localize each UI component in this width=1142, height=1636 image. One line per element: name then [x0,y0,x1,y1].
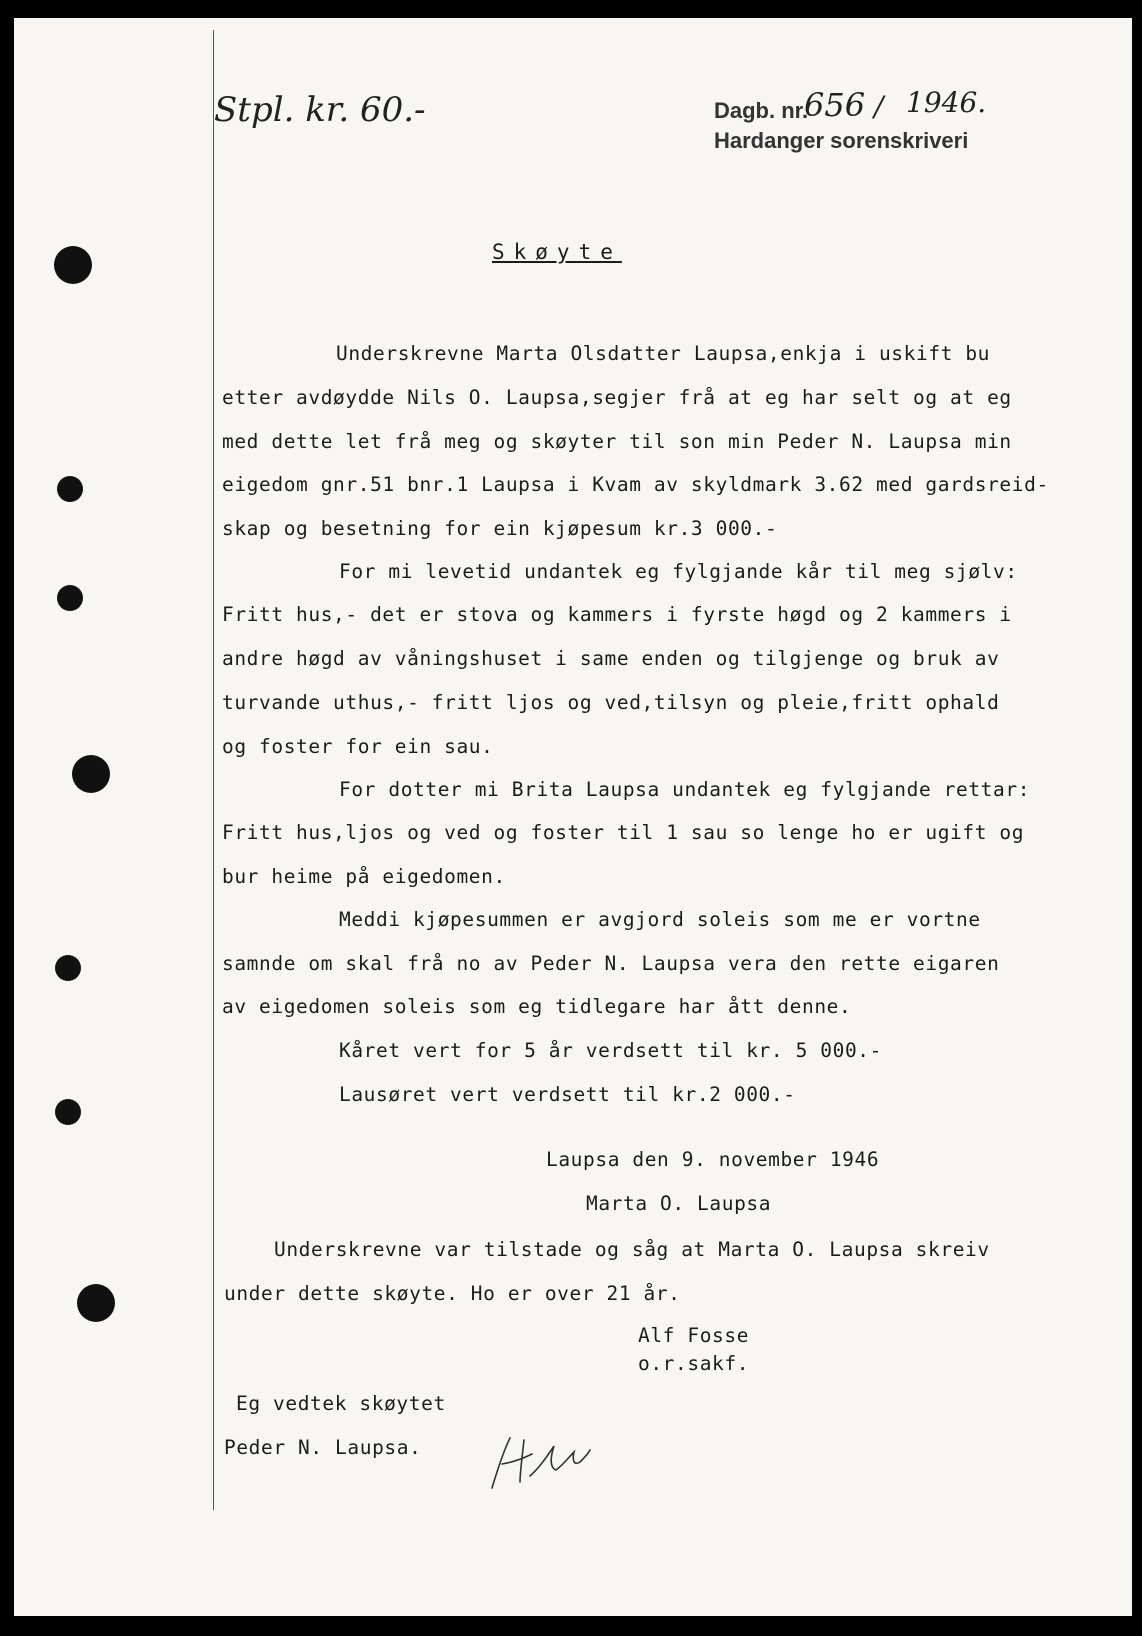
stamp-year: 1946. [906,86,987,119]
witness-line: Underskrevne var tilstade og såg at Marta O. Laupsa skreiv [274,1238,990,1261]
body-line: Underskrevne Marta Olsdatter Laupsa,enkja i uskift bu [336,342,991,365]
stamp-separator: / [874,90,884,123]
buyer-name: Peder N. Laupsa. [224,1436,422,1459]
fee-note: Stpl. kr. 60.- [214,90,426,130]
punch-hole [55,1099,81,1125]
handwritten-initials [484,1418,594,1498]
stamp-number: 656 [804,86,866,124]
margin-line [213,30,214,1510]
body-line: Meddi kjøpesummen er avgjord soleis som me er vortne [339,908,981,931]
body-line: og foster for ein sau. [222,735,494,758]
punch-hole [57,476,83,502]
punch-hole [55,955,81,981]
place-date: Laupsa den 9. november 1946 [546,1148,880,1171]
body-line: etter avdøydde Nils O. Laupsa,segjer frå at eg har selt og at eg [222,386,1012,409]
body-line: Lausøret vert verdsett til kr.2 000.- [339,1083,796,1106]
punch-hole [72,755,110,793]
witness-line: under dette skøyte. Ho er over 21 år. [224,1282,681,1305]
body-line: av eigedomen soleis som eg tidlegare har ått denne. [222,995,852,1018]
body-line: skap og besetning for ein kjøpesum kr.3 000.- [222,517,778,540]
body-line: samnde om skal frå no av Peder N. Laupsa vera den rette eigaren [222,952,1000,975]
document-page [14,18,1132,1616]
body-line: Fritt hus,ljos og ved og foster til 1 sau so lenge ho er ugift og [222,821,1025,844]
punch-hole [77,1284,115,1322]
punch-hole [54,246,92,284]
acceptance-line: Eg vedtek skøytet [236,1392,446,1415]
witness-title: o.r.sakf. [638,1352,750,1375]
body-line: turvande uthus,- fritt ljos og ved,tilsyn og pleie,fritt ophald [222,691,1000,714]
body-line: For dotter mi Brita Laupsa undantek eg fylgjande rettar: [339,778,1031,801]
body-line: med dette let frå meg og skøyter til son min Peder N. Laupsa min [222,430,1012,453]
punch-hole [57,585,83,611]
body-line: Fritt hus,- det er stova og kammers i fyrste høgd og 2 kammers i [222,603,1012,626]
body-line: Kåret vert for 5 år verdsett til kr. 5 000.- [339,1039,882,1062]
witness-name: Alf Fosse [638,1324,750,1347]
body-line: bur heime på eigedomen. [222,865,506,888]
body-line: eigedom gnr.51 bnr.1 Laupsa i Kvam av skyldmark 3.62 med gardsreid- [222,473,1049,496]
stamp-office: Hardanger sorenskriveri [714,128,969,153]
body-line: andre høgd av våningshuset i same enden og tilgjenge og bruk av [222,647,1000,670]
stamp-label: Dagb. nr. [714,98,809,123]
document-title: Skøyte [492,240,622,264]
body-line: For mi levetid undantek eg fylgjande kår til meg sjølv: [339,560,1018,583]
signer-name: Marta O. Laupsa [586,1192,772,1215]
